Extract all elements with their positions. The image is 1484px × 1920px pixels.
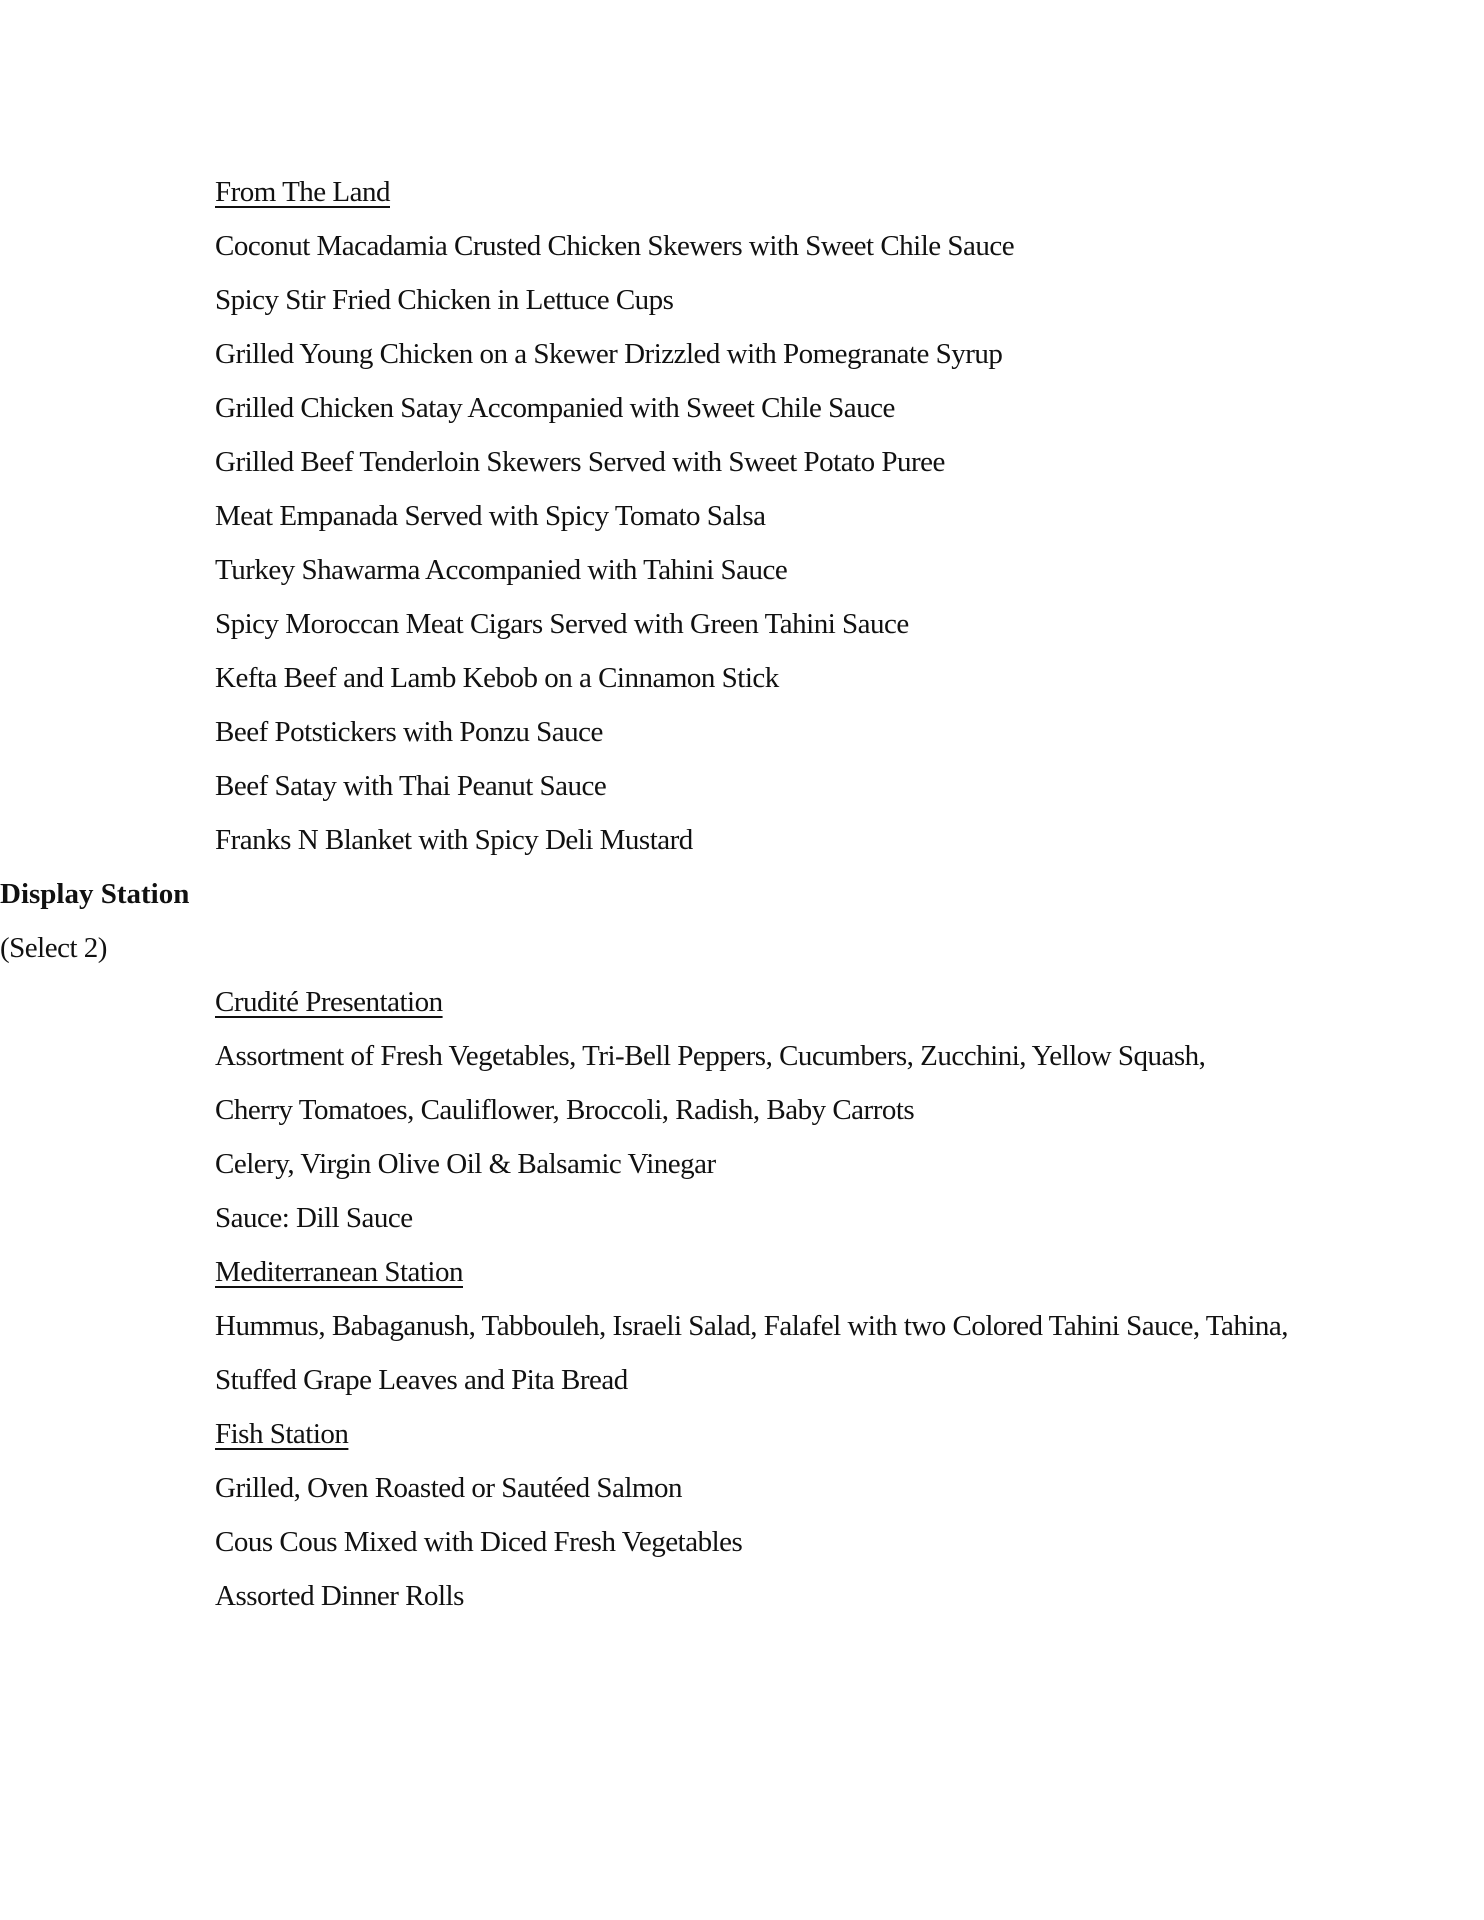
menu-item: Grilled Chicken Satay Accompanied with Sweet Chile Sauce bbox=[215, 392, 895, 424]
menu-item: Meat Empanada Served with Spicy Tomato Salsa bbox=[215, 500, 766, 532]
display-station-title: Display Station bbox=[0, 878, 190, 910]
menu-item: Turkey Shawarma Accompanied with Tahini Sauce bbox=[215, 554, 788, 586]
menu-item: Spicy Moroccan Meat Cigars Served with Green Tahini Sauce bbox=[215, 608, 909, 640]
menu-item: Cherry Tomatoes, Cauliflower, Broccoli, Radish, Baby Carrots bbox=[215, 1094, 915, 1126]
from-the-land-heading: From The Land bbox=[215, 176, 390, 208]
menu-item: Spicy Stir Fried Chicken in Lettuce Cups bbox=[215, 284, 674, 316]
menu-item: Grilled, Oven Roasted or Sautéed Salmon bbox=[215, 1472, 682, 1504]
menu-item: Beef Potstickers with Ponzu Sauce bbox=[215, 716, 603, 748]
menu-item: Stuffed Grape Leaves and Pita Bread bbox=[215, 1364, 628, 1396]
menu-item: Assortment of Fresh Vegetables, Tri-Bell Peppers, Cucumbers, Zucchini, Yellow Squash, bbox=[215, 1040, 1206, 1072]
menu-item: Grilled Beef Tenderloin Skewers Served with Sweet Potato Puree bbox=[215, 446, 945, 478]
menu-item: Cous Cous Mixed with Diced Fresh Vegetables bbox=[215, 1526, 743, 1558]
display-station-groups bbox=[215, 983, 1325, 1615]
fish-station-heading: Fish Station bbox=[215, 1418, 349, 1450]
menu-item: Beef Satay with Thai Peanut Sauce bbox=[215, 770, 607, 802]
menu-item: Franks N Blanket with Spicy Deli Mustard bbox=[215, 824, 693, 856]
menu-item: Hummus, Babaganush, Tabbouleh, Israeli Salad, Falafel with two Colored Tahini Sauce, Tahina, bbox=[215, 1310, 1289, 1342]
menu-item: Grilled Young Chicken on a Skewer Drizzled with Pomegranate Syrup bbox=[215, 338, 1003, 370]
display-station-section bbox=[0, 875, 1484, 1615]
menu-item: Coconut Macadamia Crusted Chicken Skewers with Sweet Chile Sauce bbox=[215, 230, 1015, 262]
menu-item: Assorted Dinner Rolls bbox=[215, 1580, 464, 1612]
menu-item: Celery, Virgin Olive Oil & Balsamic Vinegar bbox=[215, 1148, 716, 1180]
menu-item: Kefta Beef and Lamb Kebob on a Cinnamon Stick bbox=[215, 662, 779, 694]
crudite-heading: Crudité Presentation bbox=[215, 986, 443, 1018]
from-the-land-section bbox=[215, 173, 1325, 859]
select-count-note: (Select 2) bbox=[0, 932, 107, 964]
mediterranean-heading: Mediterranean Station bbox=[215, 1256, 463, 1288]
menu-item: Sauce: Dill Sauce bbox=[215, 1202, 413, 1234]
